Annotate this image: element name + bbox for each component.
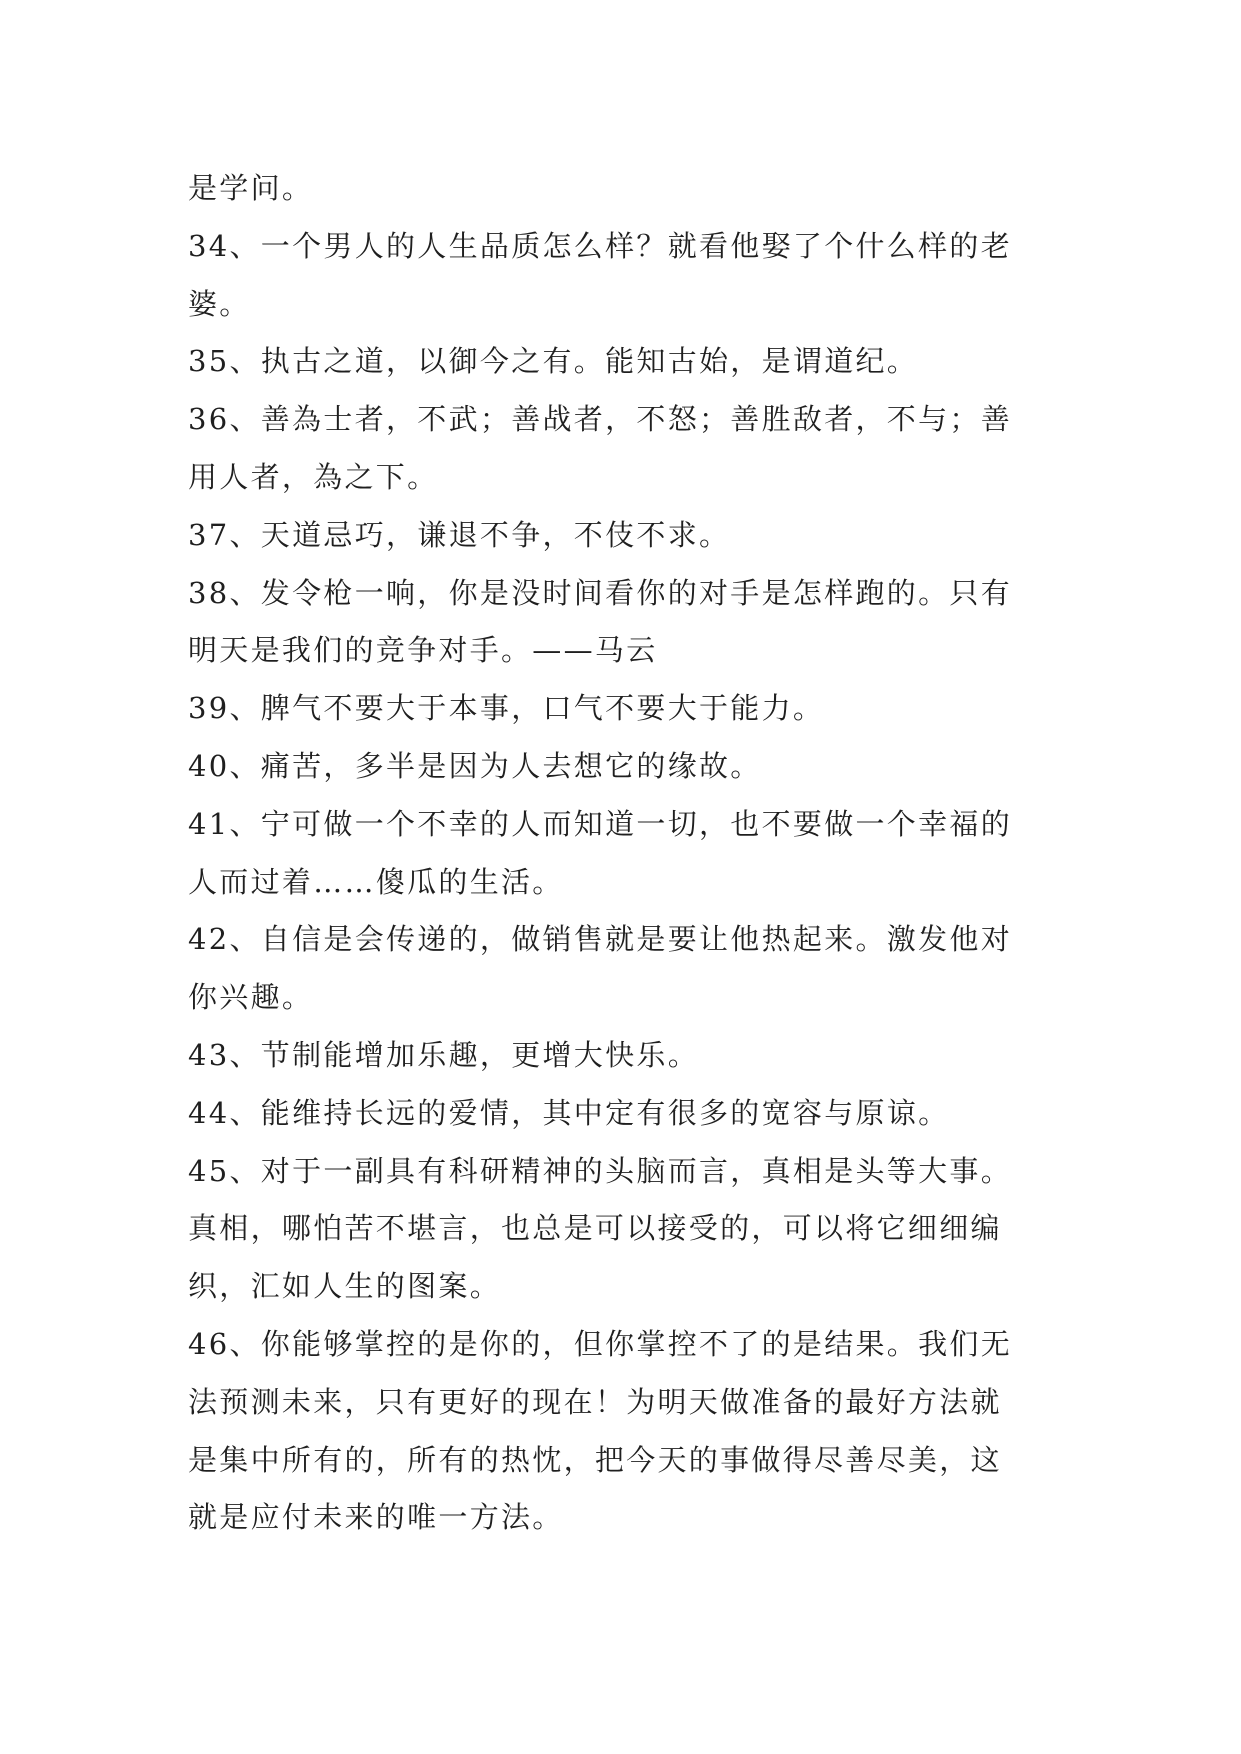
text-line: 40、痛苦，多半是因为人去想它的缘故。 xyxy=(188,748,762,783)
text-line: 就是应付未来的唯一方法。 xyxy=(188,1500,564,1535)
text-line: 46、你能够掌控的是你的，但你掌控不了的是结果。我们无 xyxy=(188,1326,1013,1361)
text-line: 是集中所有的，所有的热忱，把今天的事做得尽善尽美，这 xyxy=(188,1442,1002,1477)
text-line: 人而过着……傻瓜的生活。 xyxy=(188,864,564,899)
text-line: 45、对于一副具有科研精神的头脑而言，真相是头等大事。 xyxy=(188,1153,1013,1188)
text-line: 织，汇如人生的图案。 xyxy=(188,1269,502,1304)
text-line: 44、能维持长远的爱情，其中定有很多的宽容与原谅。 xyxy=(188,1095,950,1130)
text-line: 41、宁可做一个不幸的人而知道一切，也不要做一个幸福的 xyxy=(188,806,1013,841)
text-line: 35、执古之道，以御今之有。能知古始，是谓道纪。 xyxy=(188,344,919,379)
text-line: 法预测未来，只有更好的现在！为明天做准备的最好方法就 xyxy=(188,1384,1002,1419)
text-line: 36、善為士者，不武；善战者，不怒；善胜敌者，不与；善 xyxy=(188,402,1013,437)
text-line: 39、脾气不要大于本事，口气不要大于能力。 xyxy=(188,691,825,726)
text-line: 你兴趣。 xyxy=(188,980,314,1015)
text-line: 42、自信是会传递的，做销售就是要让他热起来。激发他对 xyxy=(188,922,1013,957)
text-line: 38、发令枪一响，你是没时间看你的对手是怎样跑的。只有 xyxy=(188,575,1013,610)
text-line: 是学问。 xyxy=(188,171,314,205)
text-line: 37、天道忌巧，谦退不争，不伎不求。 xyxy=(188,517,731,552)
text-line: 34、一个男人的人生品质怎么样？就看他娶了个什么样的老 xyxy=(188,228,1013,263)
text-line: 明天是我们的竞争对手。——马云 xyxy=(188,633,658,668)
text-line: 婆。 xyxy=(188,286,251,321)
text-line: 43、节制能增加乐趣，更增大快乐。 xyxy=(188,1037,700,1072)
text-line: 用人者，為之下。 xyxy=(188,459,439,494)
quote-text-body xyxy=(188,160,1068,1547)
text-line: 真相，哪怕苦不堪言，也总是可以接受的，可以将它细细编 xyxy=(188,1211,1002,1246)
